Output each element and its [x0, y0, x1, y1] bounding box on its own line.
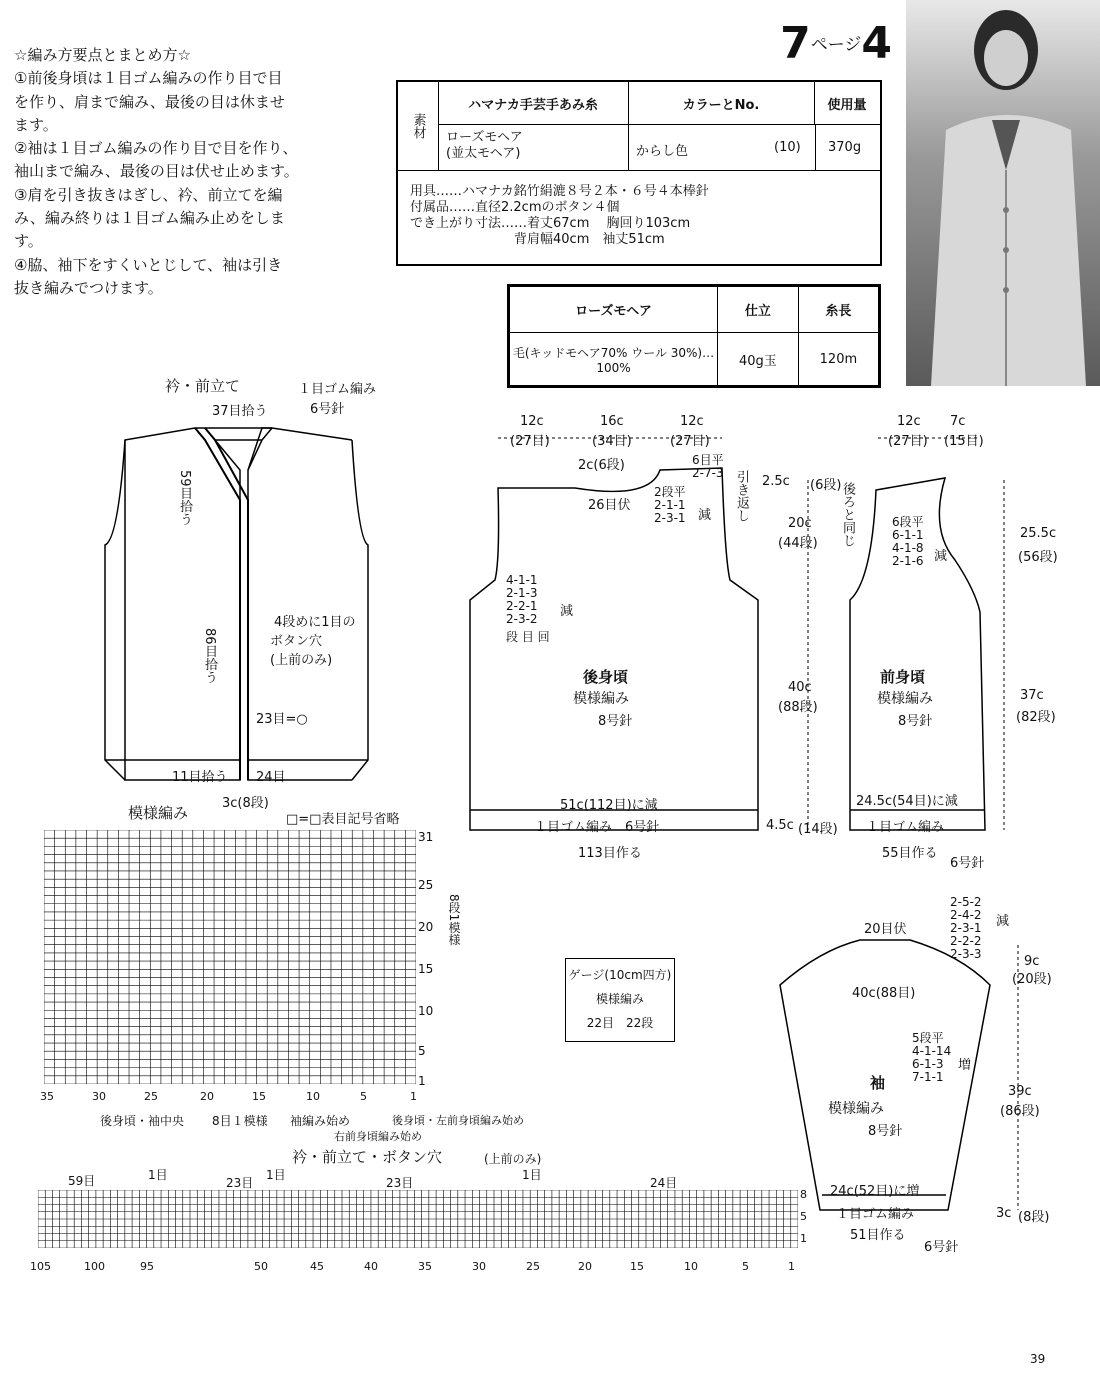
back-top-mid-st: (34目) [592, 434, 632, 449]
dim-shoulder-h: 2.5c [762, 474, 790, 489]
back-armhole-dec-label: 減 [560, 604, 574, 619]
dim-rib-rows: (14段) [798, 822, 838, 837]
band-chart-row-numbers: 8 5 1 [800, 1188, 807, 1245]
sleeve-cap-decreases: 2-5-2 2-4-2 2-3-1 2-2-2 2-3-3 [950, 895, 982, 961]
buttonhole-note-1: 4段めに1目の [274, 615, 356, 630]
back-rib: １目ゴム編み 6号針 [534, 820, 660, 835]
back-neck-depth: 2c(6段) [578, 458, 625, 473]
chart-label-repeat: 8目１模様 [212, 1114, 268, 1128]
sleeve-increases: 5段平 4-1-14 6-1-3 7-1-1 [912, 1031, 952, 1084]
chart-label-back-center: 後身頃・袖中央 [100, 1114, 185, 1128]
dim-shoulder-rows: (6段) [810, 478, 842, 493]
yarn-sub: (並太モヘア) [446, 146, 521, 161]
front-needle6: 6号針 [950, 856, 985, 871]
materials-col-color: カラーとNo. [628, 82, 815, 125]
collar-pickup-neck: 59目拾う [177, 470, 192, 526]
pattern-chart-row-numbers: 31 25 20 15 10 5 1 [418, 830, 434, 1088]
gauge-title: ゲージ(10cm四方) [568, 968, 672, 982]
pattern-chart-legend: □=□表目記号省略 [286, 812, 400, 827]
item-number: 4 [861, 18, 892, 69]
back-body-outline [470, 468, 758, 830]
front-name: 前身頃 [880, 668, 926, 686]
pattern-chart-col-numbers: 35 30 25 20 15 10 5 1 [40, 1090, 417, 1103]
instruction-line: み、編み終りは１目ゴム編み止めをしま [14, 209, 285, 228]
instruction-line: ①前後身頃は１目ゴム編みの作り目で目 [14, 69, 283, 88]
front-same-as-back: 後ろと同じ [840, 482, 855, 547]
chart-label-sleeve-start: 袖編み始め [290, 1114, 351, 1128]
sleeve-cast-on: 51目作る [850, 1228, 906, 1243]
yarn-info-name: ローズモヘア [510, 287, 718, 333]
buttonhole-note-2: ボタン穴 [270, 634, 323, 649]
back-armhole-decreases: 4-1-1 2-1-3 2-2-1 2-3-2 [506, 573, 538, 626]
back-top-left-st: (27目) [510, 434, 550, 449]
color-name: からし色 [636, 144, 689, 159]
dim-front-neck-rows: (56段) [1018, 550, 1058, 565]
yarn-info-length: 120m [798, 333, 878, 386]
notions-text: 付属品……直径2.2cmのボタン４個 [410, 200, 620, 215]
back-top-left: 12c [520, 414, 544, 429]
dim-front-body-rows: (82段) [1016, 710, 1056, 725]
sleeve-pattern: 模様編み [828, 1101, 884, 1117]
back-armhole-legend: 段 目 回 [506, 630, 550, 644]
yarn-info-col-finish: 仕立 [718, 287, 799, 333]
back-bottom-width: 51c(112目)に減 [560, 798, 658, 813]
instruction-line: を作り、肩まで編み、最後の目は休ませ [14, 92, 285, 111]
dim-body-rows: (88段) [778, 700, 818, 715]
front-needle: 8号針 [898, 714, 933, 729]
back-neck-bind: 26目伏 [588, 498, 631, 513]
band-chart-col-numbers: 105 100 95 50 45 40 35 30 25 20 15 10 5 1 [30, 1260, 795, 1273]
gauge-value: 22目 22段 [586, 1016, 654, 1030]
back-needle: 8号針 [598, 714, 633, 729]
sleeve-rib-h: 3c [996, 1206, 1012, 1221]
back-cast-on: 113目作る [578, 846, 642, 861]
band-seg-24: 24目 [650, 1176, 678, 1190]
buttonhole-note-3: (上前のみ) [270, 653, 333, 668]
gauge-box [565, 958, 675, 1042]
instructions-title: ☆編み方要点とまとめ方☆ [14, 46, 191, 64]
collar-pickup-front: 86目拾う [202, 628, 217, 684]
yarn-info-finish: 40g玉 [718, 333, 799, 386]
sleeve-cap-dec-label: 減 [996, 914, 1010, 929]
sleeve-cap-bind: 20目伏 [864, 922, 907, 937]
sleeve-rib-rows: (8段) [1018, 1210, 1050, 1225]
sleeve-needle: 8号針 [868, 1124, 903, 1139]
front-neck-decreases: 6段平 6-1-1 4-1-8 2-1-6 [892, 515, 924, 568]
dim-arm-rows: (44段) [778, 536, 818, 551]
back-shoulder-shaping: 6目平 2-7-3 [692, 453, 724, 480]
ref-page-number: 7 [780, 18, 811, 69]
front-pattern: 模様編み [877, 691, 933, 707]
front-top-right-st: (15目) [944, 434, 984, 449]
yarn-info-col-length: 糸長 [798, 287, 878, 333]
band-chart-title-note: (上前のみ) [484, 1152, 542, 1166]
instruction-line: 袖山まで編み、最後の目は伏せ止めます。 [14, 162, 299, 181]
collar-bottom-right: 24目 [256, 770, 286, 785]
collar-bottom-left: 11目拾う [172, 770, 228, 785]
yarn-name: ローズモヘア [446, 130, 523, 145]
band-seg-23b: 23目 [386, 1176, 414, 1190]
instruction-line: ④脇、袖下をすくいとじして、袖は引き [14, 255, 283, 274]
band-chart-grid [38, 1190, 798, 1248]
color-number: (10) [774, 140, 801, 155]
band-seg-59: 59目 [68, 1174, 96, 1188]
front-bottom-width: 24.5c(54目)に減 [856, 794, 958, 809]
front-top-right: 7c [950, 414, 966, 429]
pattern-chart-grid [44, 830, 416, 1084]
band-seg-23a: 23目 [226, 1176, 254, 1190]
back-top-right: 12c [680, 414, 704, 429]
dim-body-h: 40c [788, 680, 812, 695]
front-top-left-st: (27目) [888, 434, 928, 449]
band-seg-1a: 1目 [148, 1168, 168, 1182]
yarn-info-composition: 毛(キッドモヘア70% ウール 30%)…100% [510, 333, 718, 386]
materials-col-amount: 使用量 [814, 82, 880, 125]
sleeve-bottom-width: 24c(52目)に増 [830, 1184, 920, 1199]
band-seg-1b: 1目 [266, 1168, 286, 1182]
size-text-2: 背肩幅40cm 袖丈51cm [514, 232, 665, 247]
dim-arm-h: 20c [788, 516, 812, 531]
sleeve-length: 39c [1008, 1084, 1032, 1099]
collar-needle: 6号針 [310, 402, 345, 417]
collar-rib: １目ゴム編み [298, 382, 377, 397]
sleeve-cap-h: 9c [1024, 954, 1040, 969]
yarn-amount: 370g [828, 140, 862, 155]
back-pull-back: 引き返し [734, 470, 749, 522]
back-top-right-st: (27目) [670, 434, 710, 449]
tools-text: 用具……ハマナカ銘竹絹漉８号２本・６号４本棒針 [410, 184, 709, 199]
gauge-pattern: 模様編み [595, 992, 644, 1006]
pattern-repeat-rows: 8段1模様 [447, 894, 461, 946]
chart-label-right-front-start: 右前身頃編み始め [334, 1130, 422, 1143]
sleeve-cap-rows: (20段) [1012, 972, 1052, 987]
back-name: 後身頃 [583, 668, 629, 686]
band-seg-1c: 1目 [522, 1168, 542, 1182]
instruction-line: ②袖は１目ゴム編みの作り目で目を作り、 [14, 139, 298, 158]
back-neck-decreases: 2段平 2-1-1 2-3-1 [654, 485, 686, 525]
materials-side-label: 素材 [410, 113, 426, 139]
ref-page-text: ページ [810, 35, 862, 55]
chart-label-back-left-start: 後身頃・左前身頃編み始め [392, 1114, 524, 1127]
collar-title: 衿・前立て [165, 377, 241, 395]
materials-col-yarn: ハマナカ手芸手あみ糸 [438, 82, 629, 125]
front-top-left: 12c [897, 414, 921, 429]
sleeve-width: 40c(88目) [852, 986, 916, 1001]
page-number: 39 [1030, 1352, 1046, 1366]
dim-front-body-h: 37c [1020, 688, 1044, 703]
front-neck-dec-label: 減 [934, 549, 948, 564]
sleeve-needle6: 6号針 [924, 1240, 959, 1255]
instruction-line: ます。 [14, 115, 58, 134]
band-chart-title: 衿・前立て・ボタン穴 [292, 1148, 443, 1166]
collar-width: 3c(8段) [222, 796, 269, 811]
instruction-line: 抜き編みでつけます。 [14, 278, 163, 297]
stitch-note: 23目=○ [256, 712, 308, 727]
pattern-chart-title: 模様編み [128, 804, 189, 822]
instruction-line: ③肩を引き抜きはぎし、衿、前立てを編 [14, 185, 283, 204]
dim-front-neck-h: 25.5c [1020, 526, 1057, 541]
front-rib: １目ゴム編み [866, 820, 945, 835]
back-top-mid: 16c [600, 414, 624, 429]
front-cast-on: 55目作る [882, 846, 938, 861]
sleeve-rib: １目ゴム編み [836, 1207, 915, 1222]
dim-rib-h: 4.5c [766, 818, 794, 833]
size-text-1: でき上がり寸法……着丈67cm 胸回り103cm [410, 216, 691, 231]
back-pattern: 模様編み [573, 691, 629, 707]
sleeve-inc-label: 増 [958, 1058, 972, 1073]
sleeve-length-rows: (86段) [1000, 1104, 1040, 1119]
instruction-line: す。 [14, 232, 43, 251]
collar-pickup-top: 37目拾う [212, 404, 268, 419]
sleeve-name: 袖 [870, 1074, 886, 1092]
back-neck-dec-label: 減 [698, 508, 712, 523]
